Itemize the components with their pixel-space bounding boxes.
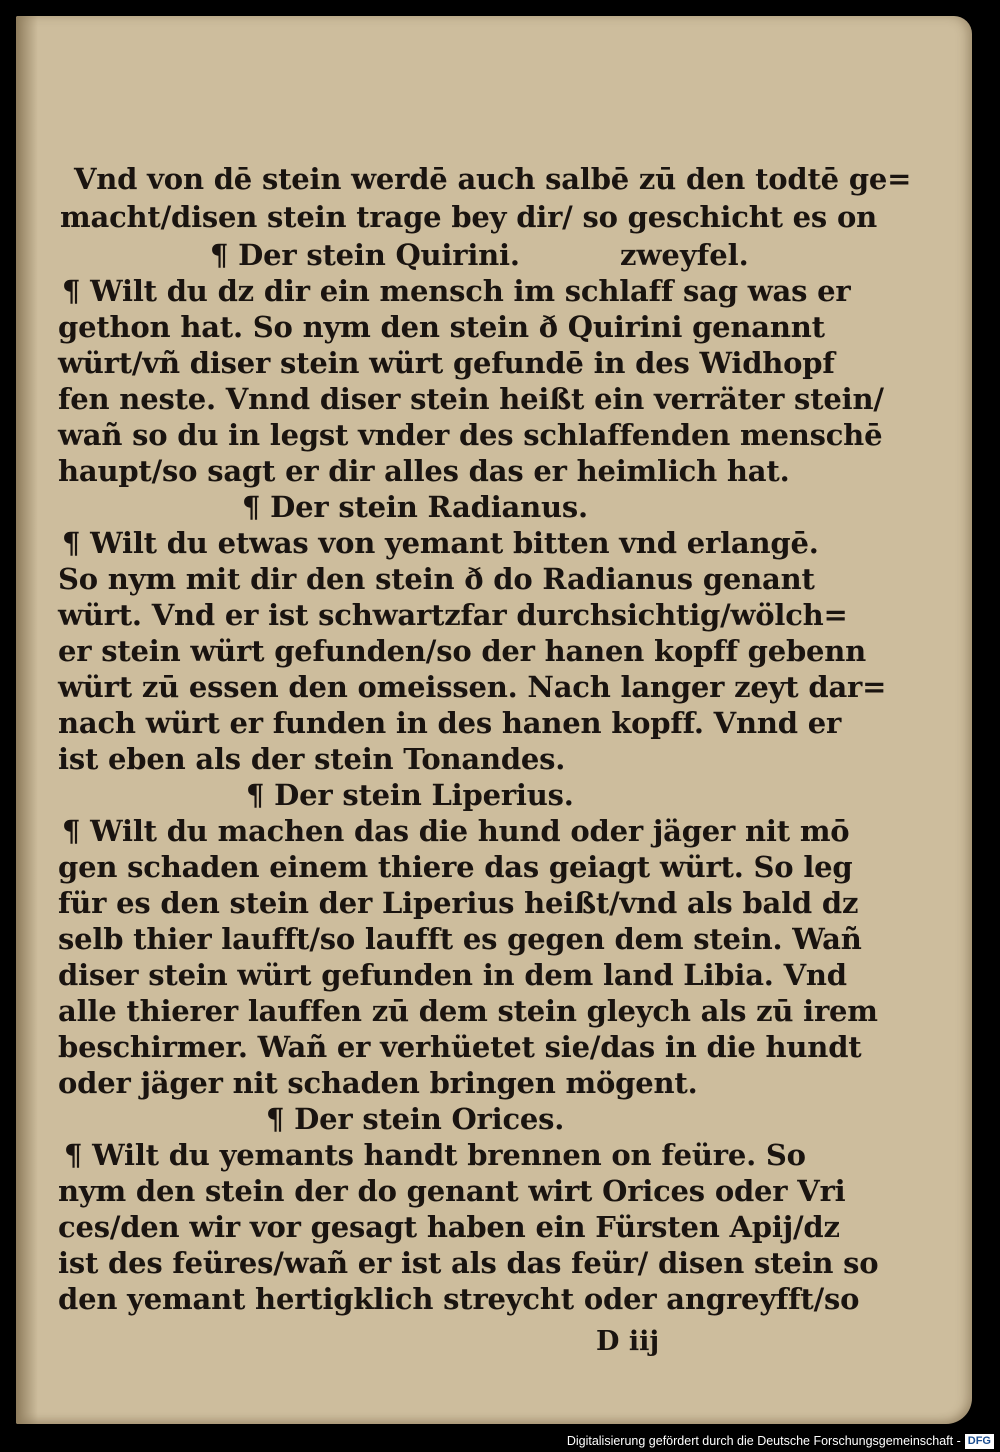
text-line-21: für es den stein der Liperius heißt/vnd als bald dz — [58, 886, 859, 920]
text-line-28: ¶ Wilt du yemants handt brennen on feüre. So — [64, 1138, 806, 1172]
text-line-5: gethon hat. So nym den stein ð Quirini genannt — [58, 310, 825, 344]
text-line-7: fen neste. Vnnd diser stein heißt ein verräter stein/ — [58, 382, 884, 416]
text-line-12: So nym mit dir den stein ð do Radianus genant — [58, 562, 815, 596]
text-line-26: oder jäger nit schaden bringen mögent. — [58, 1066, 698, 1100]
text-line-25: beschirmer. Wañ er verhüetet sie/das in die hundt — [58, 1030, 862, 1064]
book-page — [16, 16, 972, 1424]
text-line-22: selb thier laufft/so laufft es gegen dem stein. Wañ — [58, 922, 862, 956]
catchword-zweyfel: zweyfel. — [620, 238, 749, 272]
text-line-31: ist des feüres/wañ er ist als das feür/ disen stein so — [58, 1246, 879, 1280]
page-spine-shadow — [16, 16, 38, 1424]
dfg-footer — [561, 1430, 1000, 1452]
text-line-24: alle thierer lauffen zū dem stein gleych als zū irem — [58, 994, 878, 1028]
text-line-30: ces/den wir vor gesagt haben ein Fürsten Apij/dz — [58, 1210, 840, 1244]
text-line-8: wañ so du in legst vnder des schlaffenden menschē — [58, 418, 883, 452]
text-line-13: würt. Vnd er ist schwartzfar durchsichtig/wölch= — [58, 598, 848, 632]
heading-orices: ¶ Der stein Orices. — [266, 1102, 565, 1136]
signature-mark: D iij — [596, 1326, 660, 1357]
text-line-11: ¶ Wilt du etwas von yemant bitten vnd erlangē. — [62, 526, 819, 560]
heading-liperius: ¶ Der stein Liperius. — [246, 778, 574, 812]
heading-quirini: ¶ Der stein Quirini. — [210, 238, 520, 272]
text-line-4: ¶ Wilt du dz dir ein mensch im schlaff sag was er — [62, 274, 851, 308]
dfg-logo-badge: DFG — [965, 1434, 994, 1449]
text-line-14: er stein würt gefunden/so der hanen kopff gebenn — [58, 634, 867, 668]
text-line-1: Vnd von dē stein werdē auch salbē zū den todtē ge= — [74, 162, 912, 196]
text-line-15: würt zū essen den omeissen. Nach langer zeyt dar= — [58, 670, 887, 704]
footer-text: Digitalisierung gefördert durch die Deutsche Forschungsgemeinschaft - — [566, 1434, 961, 1448]
text-line-6: würt/vñ diser stein würt gefundē in des Widhopf — [58, 346, 835, 380]
text-line-23: diser stein würt gefunden in dem land Libia. Vnd — [58, 958, 847, 992]
text-line-20: gen schaden einem thiere das geiagt würt. So leg — [58, 850, 853, 884]
text-line-9: haupt/so sagt er dir alles das er heimlich hat. — [58, 454, 790, 488]
text-line-2: macht/disen stein trage bey dir/ so geschicht es on — [60, 200, 877, 234]
text-line-29: nym den stein der do genant wirt Orices oder Vri — [58, 1174, 846, 1208]
heading-radianus: ¶ Der stein Radianus. — [242, 490, 588, 524]
text-line-19: ¶ Wilt du machen das die hund oder jäger nit mō — [62, 814, 850, 848]
text-line-17: ist eben als der stein Tonandes. — [58, 742, 566, 776]
text-line-32: den yemant hertigklich streycht oder angreyfft/so — [58, 1282, 860, 1316]
text-line-16: nach würt er funden in des hanen kopff. Vnnd er — [58, 706, 842, 740]
